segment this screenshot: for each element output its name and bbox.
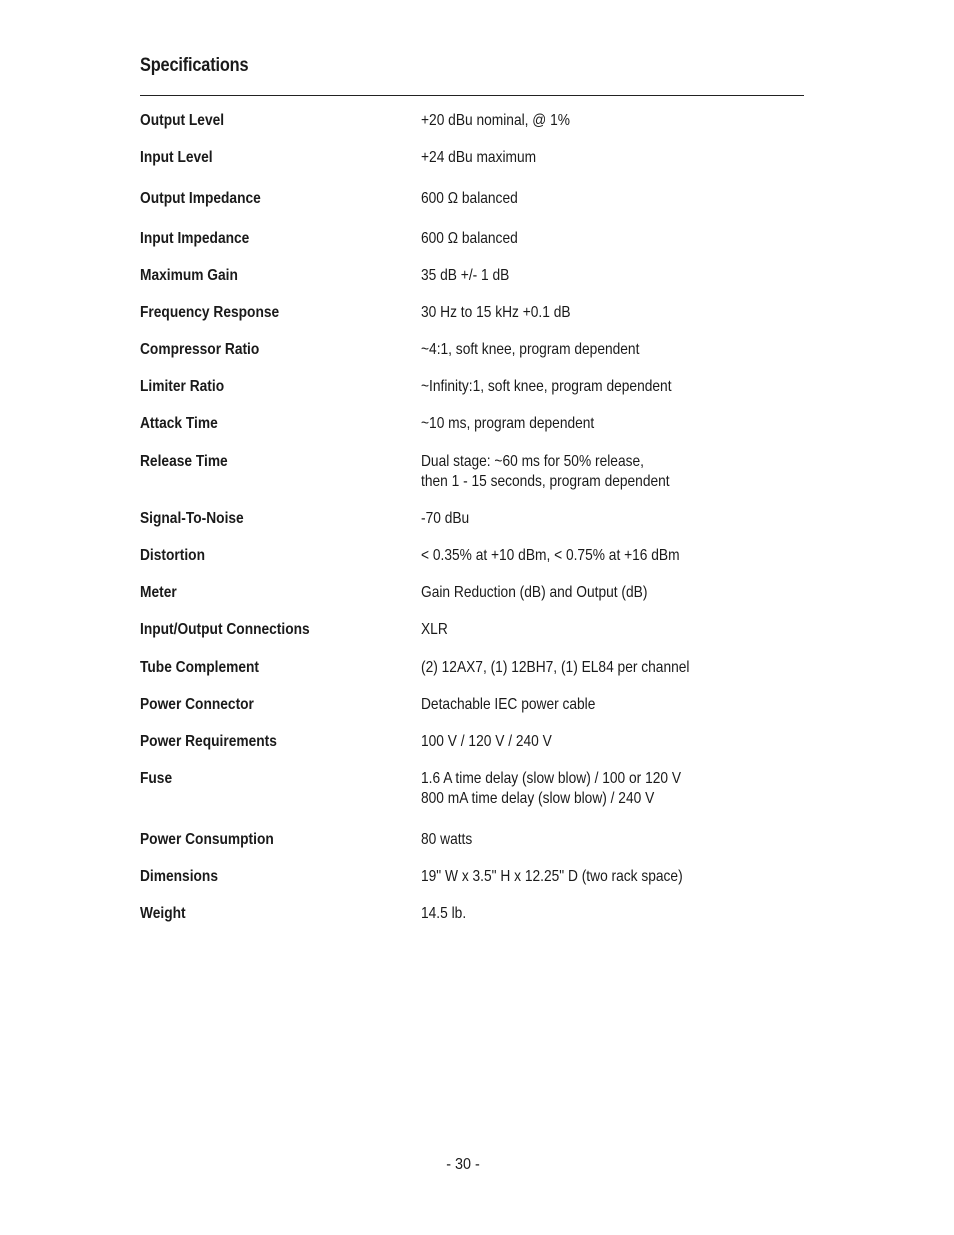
spec-row [140, 904, 804, 948]
spec-value [421, 189, 518, 209]
spec-value [421, 452, 670, 492]
spec-value-line: 100 V / 120 V / 240 V [421, 733, 552, 750]
spec-label: Input Level [140, 149, 213, 166]
spec-row [140, 452, 804, 496]
spec-value-line: ~Infinity:1, soft knee, program dependent [421, 378, 672, 395]
spec-label: Meter [140, 584, 177, 601]
spec-row [140, 189, 804, 233]
spec-label: Input/Output Connections [140, 621, 310, 638]
spec-value-line: 19" W x 3.5" H x 12.25" D (two rack space) [421, 868, 683, 885]
spec-value-line: Detachable IEC power cable [421, 696, 596, 713]
spec-value-line: (2) 12AX7, (1) 12BH7, (1) EL84 per channel [421, 659, 690, 676]
spec-value-line: then 1 - 15 seconds, program dependent [421, 473, 670, 490]
spec-value-line: ~4:1, soft knee, program dependent [421, 341, 640, 358]
spec-value [421, 732, 552, 752]
spec-value-line: 600 Ω balanced [421, 230, 518, 247]
spec-label: Compressor Ratio [140, 341, 260, 358]
spec-value-line: Dual stage: ~60 ms for 50% release, [421, 453, 644, 470]
spec-value [421, 111, 570, 131]
spec-value [421, 658, 689, 678]
spec-value-line: 35 dB +/- 1 dB [421, 267, 510, 284]
spec-value [421, 509, 469, 529]
spec-value-line: < 0.35% at +10 dBm, < 0.75% at +16 dBm [421, 547, 680, 564]
spec-value [421, 830, 472, 850]
spec-label: Fuse [140, 770, 173, 787]
page-number: - 30 - [446, 1156, 480, 1173]
spec-value-line: 800 mA time delay (slow blow) / 240 V [421, 790, 655, 807]
spec-value [421, 303, 571, 323]
spec-label: Input Impedance [140, 230, 250, 247]
spec-label: Maximum Gain [140, 267, 238, 284]
spec-value-line: 80 watts [421, 831, 473, 848]
spec-value [421, 266, 509, 286]
spec-value [421, 229, 518, 249]
spec-value [421, 340, 639, 360]
spec-label: Weight [140, 905, 186, 922]
spec-label: Power Connector [140, 696, 254, 713]
spec-value [421, 583, 647, 603]
spec-value [421, 377, 672, 397]
spec-value-line: +24 dBu maximum [421, 149, 537, 166]
spec-label: Limiter Ratio [140, 378, 225, 395]
spec-label: Tube Complement [140, 659, 260, 676]
spec-value [421, 148, 536, 168]
spec-value-line: 600 Ω balanced [421, 190, 518, 207]
spec-value-line: 30 Hz to 15 kHz +0.1 dB [421, 304, 571, 321]
spec-value-line: -70 dBu [421, 510, 470, 527]
spec-value [421, 904, 466, 924]
spec-label: Dimensions [140, 868, 218, 885]
spec-label: Output Level [140, 112, 225, 129]
spec-label: Power Consumption [140, 831, 274, 848]
spec-value [421, 695, 595, 715]
spec-label: Frequency Response [140, 304, 280, 321]
spec-label: Power Requirements [140, 733, 277, 750]
spec-row [140, 769, 804, 813]
spec-value [421, 867, 683, 887]
spec-row [140, 148, 804, 192]
spec-value [421, 414, 594, 434]
spec-value-line: 1.6 A time delay (slow blow) / 100 or 120 V [421, 770, 682, 787]
spec-value-line: Gain Reduction (dB) and Output (dB) [421, 584, 648, 601]
spec-label: Signal-To-Noise [140, 510, 244, 527]
spec-value-line: XLR [421, 621, 448, 638]
title-rule [140, 95, 804, 96]
spec-value-line: 14.5 lb. [421, 905, 467, 922]
spec-value [421, 769, 681, 809]
spec-value-line: ~10 ms, program dependent [421, 415, 595, 432]
page-title: Specifications [140, 55, 249, 76]
spec-value [421, 546, 680, 566]
spec-label: Output Impedance [140, 190, 261, 207]
spec-label: Release Time [140, 453, 228, 470]
spec-label: Attack Time [140, 415, 218, 432]
spec-value [421, 620, 448, 640]
spec-value-line: +20 dBu nominal, @ 1% [421, 112, 570, 129]
spec-label: Distortion [140, 547, 205, 564]
